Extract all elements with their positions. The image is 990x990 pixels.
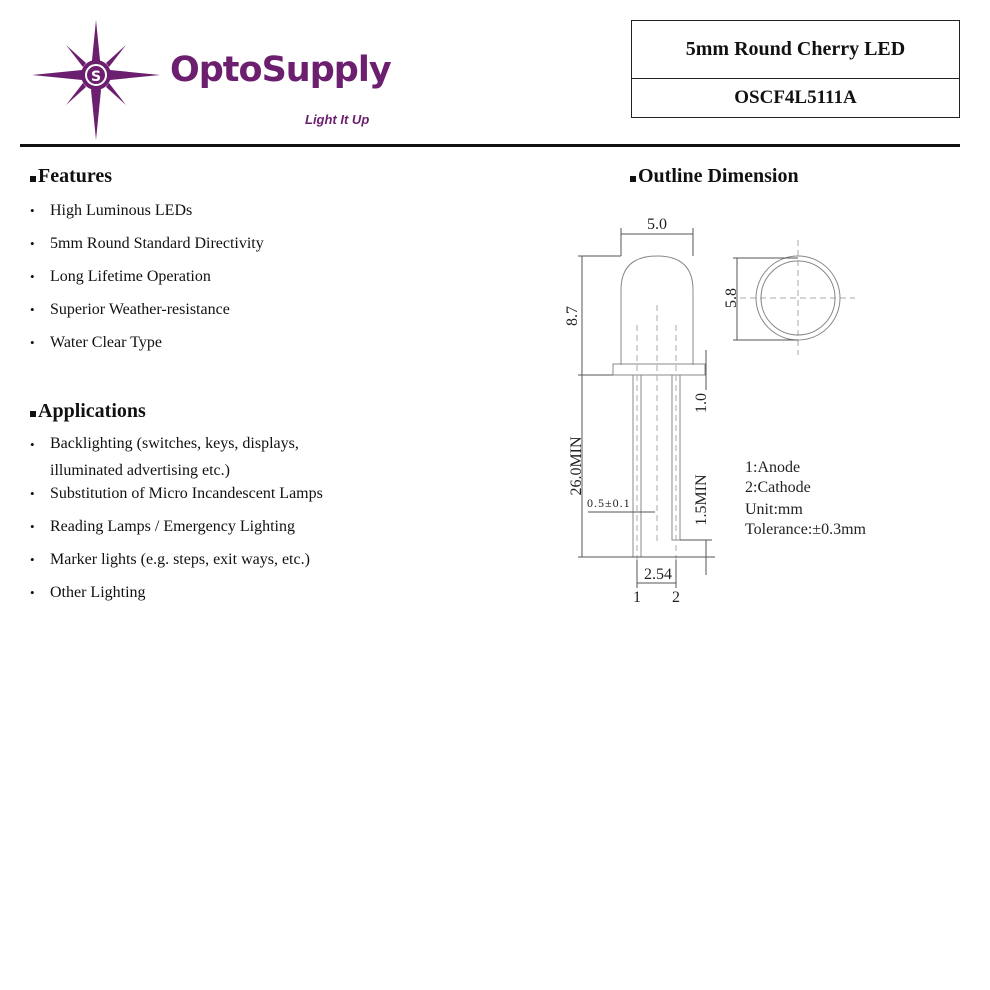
- legend-line: 2:Cathode: [745, 479, 811, 496]
- features-heading: Features: [30, 165, 112, 188]
- list-item: • Marker lights (e.g. steps, exit ways, etc.): [30, 551, 360, 584]
- dim-height: 8.7: [564, 306, 581, 326]
- list-item: • Substitution of Micro Incandescent Lamps: [30, 485, 360, 518]
- part-number: OSCF4L5111A: [734, 87, 857, 108]
- dim-flange-h: 1.0: [693, 393, 710, 413]
- outline-heading: Outline Dimension: [630, 165, 799, 188]
- list-item: • Water Clear Type: [30, 334, 264, 367]
- pin1-label: 1: [633, 589, 641, 606]
- list-item: • Other Lighting: [30, 584, 360, 617]
- list-item: • Superior Weather-resistance: [30, 301, 264, 334]
- brand-name: OptoSupply: [170, 50, 391, 90]
- svg-text:S: S: [90, 69, 102, 85]
- dim-width: 5.0: [647, 216, 667, 233]
- dim-pitch: 2.54: [644, 566, 672, 583]
- list-item: • Long Lifetime Operation: [30, 268, 264, 301]
- product-title: 5mm Round Cherry LED: [632, 21, 959, 79]
- legend-line: 1:Anode: [745, 459, 801, 476]
- applications-heading: Applications: [30, 400, 146, 423]
- dim-lead-w: 0.5±0.1: [587, 496, 631, 510]
- list-item: • 5mm Round Standard Directivity: [30, 235, 264, 268]
- pin2-label: 2: [672, 589, 680, 606]
- list-item: • Backlighting (switches, keys, displays, illuminated advertising etc.): [30, 430, 360, 485]
- flange-outer: [756, 256, 840, 340]
- list-item: • High Luminous LEDs: [30, 202, 264, 235]
- legend-line: Unit:mm: [745, 501, 803, 518]
- legend-line: Tolerance:±0.3mm: [745, 521, 866, 538]
- led-flange: [613, 364, 705, 375]
- list-item: • Reading Lamps / Emergency Lighting: [30, 518, 360, 551]
- dim-lead-diff: 1.5MIN: [693, 474, 710, 526]
- dim-lead-len: 26.0MIN: [568, 436, 585, 496]
- brand-tagline: Light It Up: [305, 112, 370, 127]
- dim-flange-dia: 5.8: [723, 288, 740, 308]
